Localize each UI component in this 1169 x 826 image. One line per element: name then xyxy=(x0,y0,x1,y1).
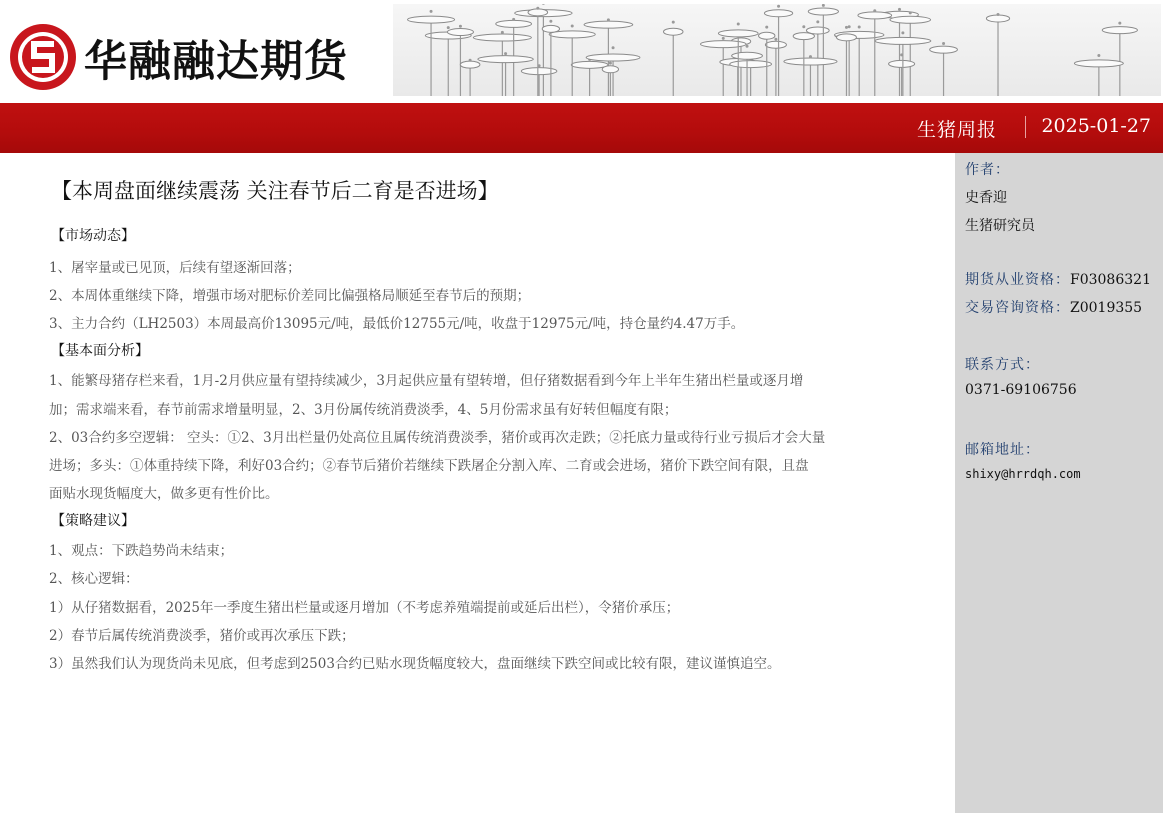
fundamental-line: 面贴水现货幅度大，做多更有性价比。 xyxy=(49,486,279,502)
strategy-line: 2、核心逻辑： xyxy=(49,571,139,587)
author-name: 史香迎 xyxy=(965,190,1007,206)
company-logo-icon xyxy=(8,22,78,92)
fundamental-line: 进场；多头：①体重持续下降，利好03合约；②春节后猪价若继续下跌屠企分割入库、二育或会进场，猪价下跌空间有限，且盘 xyxy=(49,458,809,474)
author-label: 作者： xyxy=(965,162,1010,178)
contact-phone: 0371-69106756 xyxy=(965,382,1077,398)
fundamental-line: 2、03合约多空逻辑： 空头：①2、3月出栏量仍处高位且属传统消费淡季，猪价或再次走跌；②托底力量或待行业亏损后才会大量 xyxy=(49,430,826,446)
header-banner-image xyxy=(393,4,1161,96)
report-date: 2025-01-27 xyxy=(1041,115,1151,137)
futures-qualification-value: F03086321 xyxy=(1070,272,1151,288)
contact-label: 联系方式： xyxy=(965,357,1040,373)
section-title-fundamental: 【基本面分析】 xyxy=(51,343,149,359)
author-title: 生猪研究员 xyxy=(965,218,1035,234)
banner-pattern xyxy=(393,4,1161,96)
consulting-qualification-value: Z0019355 xyxy=(1070,300,1143,316)
strategy-line: 3）虽然我们认为现货尚未见底，但考虑到2503合约已贴水现货幅度较大，盘面继续下跌空间或比较有限，建议谨慎追空。 xyxy=(49,656,781,672)
email-address: shixy@hrrdqh.com xyxy=(965,467,1081,481)
fundamental-line: 1、能繁母猪存栏来看，1月-2月供应量有望持续减少，3月起供应量有望转增，但仔猪数据看到今年上半年生猪出栏量或逐月增 xyxy=(49,373,804,389)
consulting-qualification-label: 交易咨询资格： xyxy=(965,300,1070,316)
futures-qualification xyxy=(965,269,1151,289)
report-title: 【本周盘面继续震荡 关注春节后二育是否进场】 xyxy=(51,179,499,203)
author-sidebar xyxy=(955,153,1163,813)
strategy-line: 2）春节后属传统消费淡季，猪价或再次承压下跌； xyxy=(49,628,355,644)
report-type: 生猪周报 xyxy=(916,119,997,141)
strategy-line: 1、观点：下跌趋势尚未结束； xyxy=(49,543,234,559)
market-line: 3、主力合约（LH2503）本周最高价13095元/吨，最低价12755元/吨，收盘于12975元/吨，持仓量约4.47万手。 xyxy=(49,316,745,332)
header-logo-area xyxy=(0,0,395,103)
futures-qualification-label: 期货从业资格： xyxy=(965,272,1070,288)
header-divider xyxy=(1025,116,1026,138)
section-title-market: 【市场动态】 xyxy=(51,228,135,244)
company-name: 华融融达期货 xyxy=(84,37,348,87)
strategy-line: 1）从仔猪数据看，2025年一季度生猪出栏量或逐月增加（不考虑养殖端提前或延后出栏），令猪价承压； xyxy=(49,600,680,616)
report-header-bar xyxy=(0,103,1163,153)
market-line: 1、屠宰量或已见顶，后续有望逐渐回落； xyxy=(49,260,301,276)
email-label: 邮箱地址： xyxy=(965,442,1040,458)
section-title-strategy: 【策略建议】 xyxy=(51,513,135,529)
fundamental-line: 加；需求端来看，春节前需求增量明显，2、3月份属传统消费淡季，4、5月份需求虽有好转但幅度有限； xyxy=(49,402,678,418)
market-line: 2、本周体重继续下降，增强市场对肥标价差同比偏强格局顺延至春节后的预期； xyxy=(49,288,531,304)
consulting-qualification xyxy=(965,297,1142,317)
